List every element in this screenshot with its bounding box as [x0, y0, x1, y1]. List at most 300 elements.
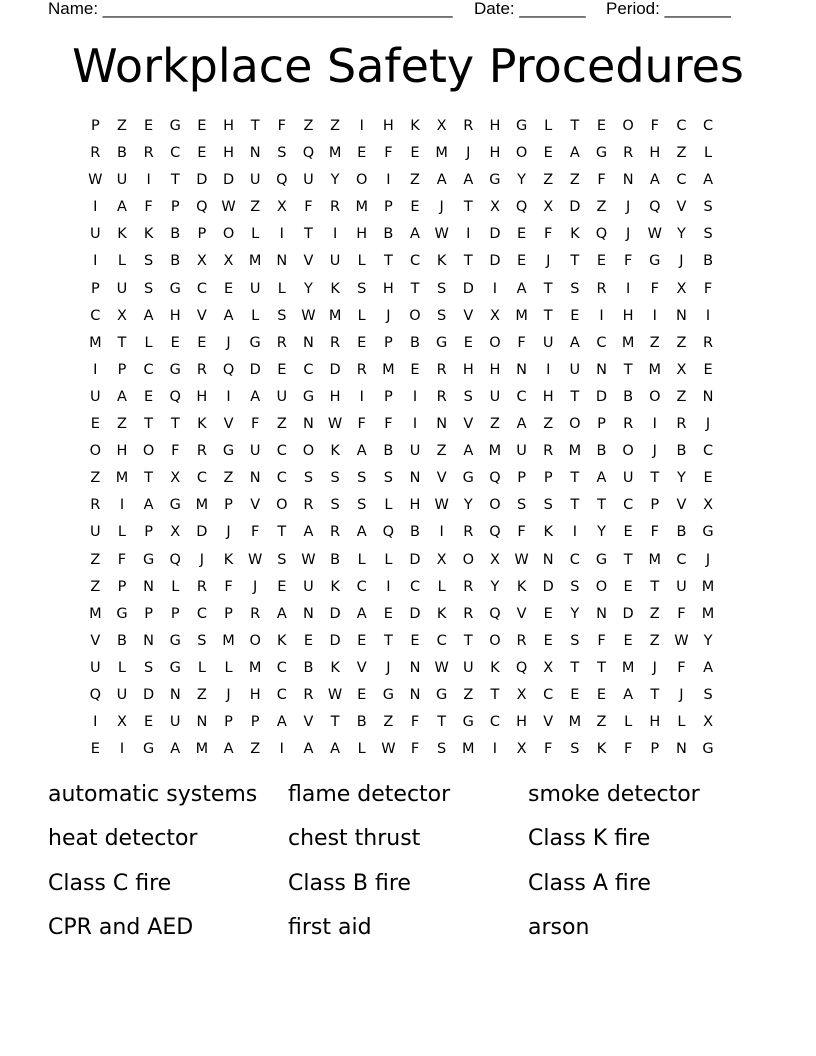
grid-letter[interactable]: D: [143, 686, 155, 703]
grid-letter[interactable]: M: [621, 334, 635, 351]
grid-letter[interactable]: X: [676, 361, 687, 378]
grid-letter[interactable]: E: [543, 145, 553, 162]
grid-letter[interactable]: B: [676, 443, 687, 460]
grid-letter[interactable]: D: [489, 226, 501, 243]
grid-letter[interactable]: Z: [90, 551, 101, 568]
grid-letter[interactable]: N: [303, 416, 314, 433]
grid-letter[interactable]: E: [197, 145, 207, 162]
grid-letter[interactable]: A: [303, 741, 314, 758]
grid-letter[interactable]: O: [595, 578, 608, 595]
grid-letter[interactable]: Z: [676, 334, 687, 351]
grid-letter[interactable]: G: [462, 470, 474, 487]
grid-letter[interactable]: O: [222, 226, 235, 243]
grid-letter[interactable]: Q: [515, 199, 528, 216]
grid-letter[interactable]: U: [489, 388, 501, 405]
grid-letter[interactable]: X: [703, 497, 714, 514]
grid-letter[interactable]: R: [436, 388, 447, 405]
grid-letter[interactable]: C: [143, 361, 154, 378]
grid-letter[interactable]: E: [277, 361, 287, 378]
grid-letter[interactable]: I: [386, 578, 391, 595]
grid-letter[interactable]: Z: [303, 118, 314, 134]
grid-letter[interactable]: W: [301, 307, 316, 324]
grid-letter[interactable]: U: [622, 470, 634, 487]
grid-letter[interactable]: F: [650, 280, 659, 297]
grid-letter[interactable]: W: [434, 497, 449, 514]
grid-letter[interactable]: K: [330, 578, 340, 595]
grid-letter[interactable]: D: [542, 578, 554, 595]
grid-letter[interactable]: A: [703, 659, 714, 676]
grid-letter[interactable]: N: [169, 686, 181, 703]
grid-letter[interactable]: E: [357, 686, 367, 703]
name-field-label[interactable]: Name: _____________________________________: [48, 0, 453, 18]
grid-letter[interactable]: Y: [597, 524, 606, 541]
grid-letter[interactable]: F: [677, 659, 686, 676]
grid-letter[interactable]: A: [356, 605, 367, 622]
grid-letter[interactable]: H: [329, 388, 341, 405]
grid-letter[interactable]: T: [570, 659, 580, 676]
grid-letter[interactable]: P: [597, 416, 606, 433]
grid-letter[interactable]: E: [410, 632, 420, 649]
grid-letter[interactable]: J: [386, 307, 391, 324]
grid-letter[interactable]: Y: [676, 226, 686, 243]
grid-letter[interactable]: S: [143, 659, 154, 676]
grid-letter[interactable]: F: [597, 172, 606, 189]
grid-letter[interactable]: Z: [410, 172, 420, 189]
grid-letter[interactable]: V: [516, 605, 527, 622]
grid-letter[interactable]: L: [544, 118, 553, 134]
grid-letter[interactable]: G: [702, 741, 714, 758]
grid-letter[interactable]: M: [568, 443, 582, 460]
grid-letter[interactable]: J: [679, 253, 684, 270]
grid-letter[interactable]: Y: [304, 280, 313, 297]
grid-letter[interactable]: S: [277, 551, 287, 568]
grid-letter[interactable]: E: [623, 578, 633, 595]
grid-letter[interactable]: C: [489, 714, 500, 731]
grid-letter[interactable]: T: [117, 334, 127, 351]
grid-letter[interactable]: M: [222, 632, 235, 649]
grid-letter[interactable]: Z: [330, 118, 341, 134]
grid-letter[interactable]: L: [357, 253, 366, 270]
grid-letter[interactable]: E: [623, 632, 633, 649]
grid-letter[interactable]: B: [170, 253, 181, 270]
grid-letter[interactable]: T: [170, 172, 180, 189]
grid-letter[interactable]: L: [384, 551, 393, 568]
grid-letter[interactable]: Y: [517, 172, 526, 189]
grid-letter[interactable]: T: [650, 578, 660, 595]
grid-letter[interactable]: Q: [89, 686, 102, 703]
grid-letter[interactable]: I: [93, 199, 98, 216]
grid-letter[interactable]: S: [383, 470, 393, 487]
grid-letter[interactable]: Y: [676, 470, 686, 487]
grid-letter[interactable]: Q: [489, 524, 501, 541]
grid-letter[interactable]: Z: [196, 686, 207, 703]
grid-letter[interactable]: G: [436, 334, 448, 351]
grid-letter[interactable]: S: [357, 280, 367, 297]
grid-letter[interactable]: I: [279, 741, 284, 758]
grid-letter[interactable]: X: [116, 714, 127, 731]
grid-letter[interactable]: P: [650, 741, 660, 758]
grid-letter[interactable]: A: [569, 145, 580, 162]
grid-letter[interactable]: V: [543, 714, 554, 731]
grid-letter[interactable]: P: [383, 334, 393, 351]
grid-letter[interactable]: A: [303, 524, 314, 541]
grid-letter[interactable]: H: [382, 118, 394, 134]
grid-letter[interactable]: R: [196, 443, 207, 460]
grid-letter[interactable]: Z: [676, 145, 687, 162]
grid-letter[interactable]: Q: [196, 199, 208, 216]
grid-letter[interactable]: X: [516, 686, 527, 703]
grid-letter[interactable]: U: [516, 443, 527, 460]
grid-letter[interactable]: X: [196, 253, 207, 270]
grid-letter[interactable]: R: [596, 280, 607, 297]
grid-letter[interactable]: S: [330, 497, 340, 514]
grid-letter[interactable]: D: [595, 388, 608, 405]
grid-letter[interactable]: T: [330, 714, 340, 731]
grid-letter[interactable]: N: [516, 361, 527, 378]
grid-letter[interactable]: J: [226, 524, 231, 541]
grid-letter[interactable]: W: [247, 551, 263, 568]
grid-letter[interactable]: N: [622, 172, 634, 189]
grid-letter[interactable]: I: [119, 497, 125, 514]
grid-letter[interactable]: P: [90, 118, 100, 134]
grid-letter[interactable]: B: [676, 524, 687, 541]
grid-letter[interactable]: R: [623, 145, 634, 162]
grid-letter[interactable]: M: [435, 145, 448, 162]
grid-letter[interactable]: E: [596, 118, 607, 134]
grid-letter[interactable]: C: [356, 578, 367, 595]
grid-letter[interactable]: C: [516, 388, 527, 405]
grid-letter[interactable]: T: [304, 226, 313, 243]
grid-letter[interactable]: M: [89, 605, 102, 622]
grid-letter[interactable]: E: [516, 253, 527, 270]
grid-letter[interactable]: V: [463, 307, 474, 324]
grid-letter[interactable]: R: [516, 632, 527, 649]
grid-letter[interactable]: P: [224, 714, 233, 731]
grid-letter[interactable]: F: [250, 416, 260, 433]
grid-letter[interactable]: R: [463, 605, 474, 622]
grid-letter[interactable]: T: [463, 253, 473, 270]
grid-letter[interactable]: N: [409, 659, 421, 676]
grid-letter[interactable]: H: [356, 226, 368, 243]
grid-letter[interactable]: C: [276, 443, 287, 460]
grid-letter[interactable]: R: [463, 118, 474, 134]
grid-letter[interactable]: Z: [596, 714, 607, 731]
grid-letter[interactable]: E: [410, 361, 420, 378]
grid-letter[interactable]: D: [222, 172, 235, 189]
grid-letter[interactable]: E: [223, 280, 234, 297]
grid-letter[interactable]: G: [489, 172, 501, 189]
grid-letter[interactable]: C: [676, 118, 687, 134]
grid-letter[interactable]: R: [463, 524, 474, 541]
grid-letter[interactable]: R: [330, 334, 341, 351]
grid-letter[interactable]: L: [171, 578, 180, 595]
grid-letter[interactable]: U: [303, 172, 314, 189]
grid-letter[interactable]: R: [330, 524, 341, 541]
grid-letter[interactable]: E: [623, 524, 633, 541]
grid-letter[interactable]: N: [409, 470, 421, 487]
grid-letter[interactable]: F: [677, 605, 686, 622]
grid-letter[interactable]: B: [303, 659, 314, 676]
grid-letter[interactable]: A: [463, 172, 474, 189]
grid-letter[interactable]: O: [409, 307, 421, 324]
grid-letter[interactable]: L: [224, 659, 233, 676]
grid-letter[interactable]: R: [196, 578, 207, 595]
grid-letter[interactable]: M: [648, 551, 662, 568]
grid-letter[interactable]: K: [516, 578, 527, 595]
grid-letter[interactable]: Z: [90, 470, 101, 487]
grid-letter[interactable]: W: [301, 551, 316, 568]
grid-letter[interactable]: V: [436, 470, 447, 487]
grid-letter[interactable]: K: [143, 226, 154, 243]
grid-letter[interactable]: O: [462, 551, 474, 568]
grid-letter[interactable]: T: [170, 416, 180, 433]
grid-letter[interactable]: O: [249, 632, 261, 649]
grid-letter[interactable]: K: [223, 551, 234, 568]
grid-letter[interactable]: T: [250, 118, 260, 134]
grid-letter[interactable]: A: [170, 741, 181, 758]
grid-letter[interactable]: L: [357, 307, 366, 324]
grid-letter[interactable]: S: [357, 470, 367, 487]
grid-letter[interactable]: W: [647, 226, 662, 243]
grid-letter[interactable]: V: [90, 632, 101, 649]
grid-letter[interactable]: S: [357, 497, 367, 514]
grid-letter[interactable]: J: [625, 226, 631, 243]
grid-letter[interactable]: C: [303, 361, 314, 378]
grid-letter[interactable]: O: [276, 497, 288, 514]
grid-letter[interactable]: E: [570, 686, 580, 703]
grid-letter[interactable]: T: [650, 470, 660, 487]
grid-letter[interactable]: C: [569, 551, 580, 568]
grid-letter[interactable]: L: [384, 497, 393, 514]
grid-letter[interactable]: C: [676, 172, 687, 189]
grid-letter[interactable]: F: [544, 226, 553, 243]
grid-letter[interactable]: B: [410, 524, 420, 541]
grid-letter[interactable]: F: [623, 741, 633, 758]
grid-letter[interactable]: F: [650, 524, 659, 541]
grid-letter[interactable]: T: [570, 470, 580, 487]
grid-letter[interactable]: C: [276, 470, 287, 487]
grid-letter[interactable]: W: [327, 686, 343, 703]
grid-letter[interactable]: K: [330, 443, 340, 460]
grid-letter[interactable]: K: [277, 632, 287, 649]
grid-letter[interactable]: U: [676, 578, 687, 595]
grid-letter[interactable]: G: [142, 551, 155, 568]
grid-letter[interactable]: S: [570, 741, 580, 758]
grid-letter[interactable]: I: [386, 172, 391, 189]
grid-letter[interactable]: G: [142, 741, 155, 758]
grid-letter[interactable]: H: [196, 388, 208, 405]
grid-letter[interactable]: U: [276, 388, 288, 405]
grid-letter[interactable]: U: [90, 659, 101, 676]
grid-letter[interactable]: R: [543, 443, 554, 460]
grid-letter[interactable]: N: [303, 605, 314, 622]
grid-letter[interactable]: X: [436, 118, 447, 134]
grid-letter[interactable]: L: [357, 551, 366, 568]
grid-letter[interactable]: B: [703, 253, 714, 270]
grid-letter[interactable]: Q: [382, 524, 395, 541]
grid-letter[interactable]: E: [357, 334, 367, 351]
grid-letter[interactable]: I: [226, 388, 231, 405]
grid-letter[interactable]: V: [356, 659, 367, 676]
grid-letter[interactable]: F: [384, 416, 393, 433]
grid-letter[interactable]: Z: [596, 199, 607, 216]
grid-letter[interactable]: Z: [90, 578, 101, 595]
grid-letter[interactable]: D: [249, 361, 261, 378]
grid-letter[interactable]: P: [170, 605, 180, 622]
grid-letter[interactable]: J: [386, 659, 391, 676]
grid-letter[interactable]: F: [544, 741, 553, 758]
grid-letter[interactable]: U: [90, 226, 101, 243]
grid-letter[interactable]: T: [570, 388, 580, 405]
grid-letter[interactable]: I: [412, 416, 418, 433]
grid-letter[interactable]: F: [623, 253, 633, 270]
grid-letter[interactable]: J: [652, 659, 657, 676]
grid-letter[interactable]: T: [570, 253, 580, 270]
grid-letter[interactable]: P: [383, 199, 393, 216]
grid-letter[interactable]: M: [328, 145, 342, 162]
grid-letter[interactable]: M: [462, 741, 475, 758]
grid-letter[interactable]: G: [515, 118, 528, 134]
grid-letter[interactable]: E: [383, 605, 393, 622]
grid-letter[interactable]: A: [516, 280, 527, 297]
grid-letter[interactable]: V: [676, 497, 687, 514]
grid-letter[interactable]: E: [410, 145, 420, 162]
grid-letter[interactable]: E: [543, 632, 553, 649]
grid-letter[interactable]: U: [116, 280, 128, 297]
grid-letter[interactable]: Q: [649, 199, 661, 216]
grid-letter[interactable]: Y: [330, 172, 340, 189]
grid-letter[interactable]: U: [90, 388, 101, 405]
grid-letter[interactable]: K: [490, 659, 500, 676]
grid-letter[interactable]: X: [489, 307, 500, 324]
grid-letter[interactable]: O: [622, 118, 634, 134]
grid-letter[interactable]: D: [329, 605, 341, 622]
grid-letter[interactable]: F: [304, 199, 313, 216]
grid-letter[interactable]: B: [623, 388, 634, 405]
grid-letter[interactable]: C: [409, 578, 421, 595]
grid-letter[interactable]: G: [169, 280, 181, 297]
grid-letter[interactable]: J: [226, 686, 231, 703]
grid-letter[interactable]: C: [90, 307, 101, 324]
grid-letter[interactable]: C: [543, 686, 554, 703]
grid-letter[interactable]: S: [703, 686, 713, 703]
grid-letter[interactable]: C: [623, 497, 634, 514]
grid-letter[interactable]: W: [327, 416, 343, 433]
grid-letter[interactable]: D: [329, 361, 341, 378]
grid-letter[interactable]: Q: [222, 361, 235, 378]
grid-letter[interactable]: Z: [489, 416, 500, 433]
grid-letter[interactable]: H: [542, 388, 554, 405]
grid-letter[interactable]: E: [277, 578, 287, 595]
grid-letter[interactable]: M: [621, 659, 635, 676]
grid-letter[interactable]: R: [303, 497, 314, 514]
grid-letter[interactable]: T: [570, 497, 580, 514]
grid-letter[interactable]: P: [383, 388, 393, 405]
grid-letter[interactable]: E: [463, 334, 473, 351]
grid-letter[interactable]: C: [702, 443, 714, 460]
grid-letter[interactable]: I: [625, 280, 631, 297]
grid-letter[interactable]: G: [222, 443, 235, 460]
grid-letter[interactable]: N: [702, 388, 714, 405]
grid-letter[interactable]: I: [119, 741, 125, 758]
grid-letter[interactable]: P: [170, 199, 180, 216]
grid-letter[interactable]: L: [144, 334, 153, 351]
grid-letter[interactable]: V: [196, 307, 207, 324]
grid-letter[interactable]: S: [330, 470, 340, 487]
grid-letter[interactable]: N: [196, 714, 208, 731]
grid-letter[interactable]: A: [143, 497, 154, 514]
grid-letter[interactable]: H: [462, 361, 474, 378]
grid-letter[interactable]: U: [303, 578, 314, 595]
grid-letter[interactable]: O: [489, 632, 501, 649]
grid-letter[interactable]: H: [489, 361, 501, 378]
grid-letter[interactable]: T: [543, 307, 553, 324]
grid-letter[interactable]: I: [652, 307, 657, 324]
grid-letter[interactable]: X: [676, 280, 687, 297]
grid-letter[interactable]: F: [357, 416, 366, 433]
grid-letter[interactable]: U: [249, 280, 261, 297]
grid-letter[interactable]: O: [142, 443, 155, 460]
grid-letter[interactable]: C: [276, 686, 287, 703]
grid-letter[interactable]: C: [170, 145, 181, 162]
grid-letter[interactable]: S: [143, 280, 154, 297]
grid-letter[interactable]: P: [250, 714, 260, 731]
grid-letter[interactable]: B: [170, 226, 181, 243]
grid-letter[interactable]: S: [570, 632, 580, 649]
grid-letter[interactable]: S: [703, 199, 713, 216]
grid-letter[interactable]: N: [276, 253, 288, 270]
grid-letter[interactable]: Q: [595, 226, 608, 243]
grid-letter[interactable]: E: [144, 118, 154, 134]
grid-letter[interactable]: M: [248, 659, 262, 676]
grid-letter[interactable]: Q: [489, 470, 501, 487]
grid-letter[interactable]: Z: [223, 470, 234, 487]
grid-letter[interactable]: X: [223, 253, 234, 270]
grid-letter[interactable]: Y: [490, 578, 500, 595]
grid-letter[interactable]: C: [196, 280, 207, 297]
grid-letter[interactable]: H: [622, 307, 634, 324]
grid-letter[interactable]: T: [463, 632, 473, 649]
grid-letter[interactable]: I: [572, 524, 577, 541]
grid-letter[interactable]: R: [676, 416, 687, 433]
grid-letter[interactable]: E: [144, 388, 154, 405]
grid-letter[interactable]: D: [622, 605, 634, 622]
grid-letter[interactable]: I: [652, 416, 657, 433]
grid-letter[interactable]: I: [359, 388, 364, 405]
grid-letter[interactable]: X: [543, 199, 554, 216]
grid-letter[interactable]: R: [143, 145, 154, 162]
grid-letter[interactable]: T: [144, 470, 154, 487]
grid-letter[interactable]: H: [649, 145, 661, 162]
grid-letter[interactable]: F: [410, 741, 420, 758]
grid-letter[interactable]: S: [516, 497, 527, 514]
grid-letter[interactable]: Z: [116, 118, 127, 134]
grid-letter[interactable]: H: [516, 714, 528, 731]
grid-letter[interactable]: P: [117, 361, 127, 378]
grid-letter[interactable]: J: [439, 199, 444, 216]
grid-letter[interactable]: Q: [515, 659, 528, 676]
grid-letter[interactable]: I: [492, 280, 498, 297]
grid-letter[interactable]: A: [623, 686, 634, 703]
grid-letter[interactable]: F: [117, 551, 127, 568]
grid-letter[interactable]: N: [436, 416, 448, 433]
grid-letter[interactable]: T: [597, 659, 606, 676]
grid-letter[interactable]: U: [116, 172, 128, 189]
grid-letter[interactable]: H: [249, 686, 261, 703]
grid-letter[interactable]: Z: [649, 334, 660, 351]
grid-letter[interactable]: X: [436, 551, 447, 568]
grid-letter[interactable]: Q: [276, 172, 288, 189]
